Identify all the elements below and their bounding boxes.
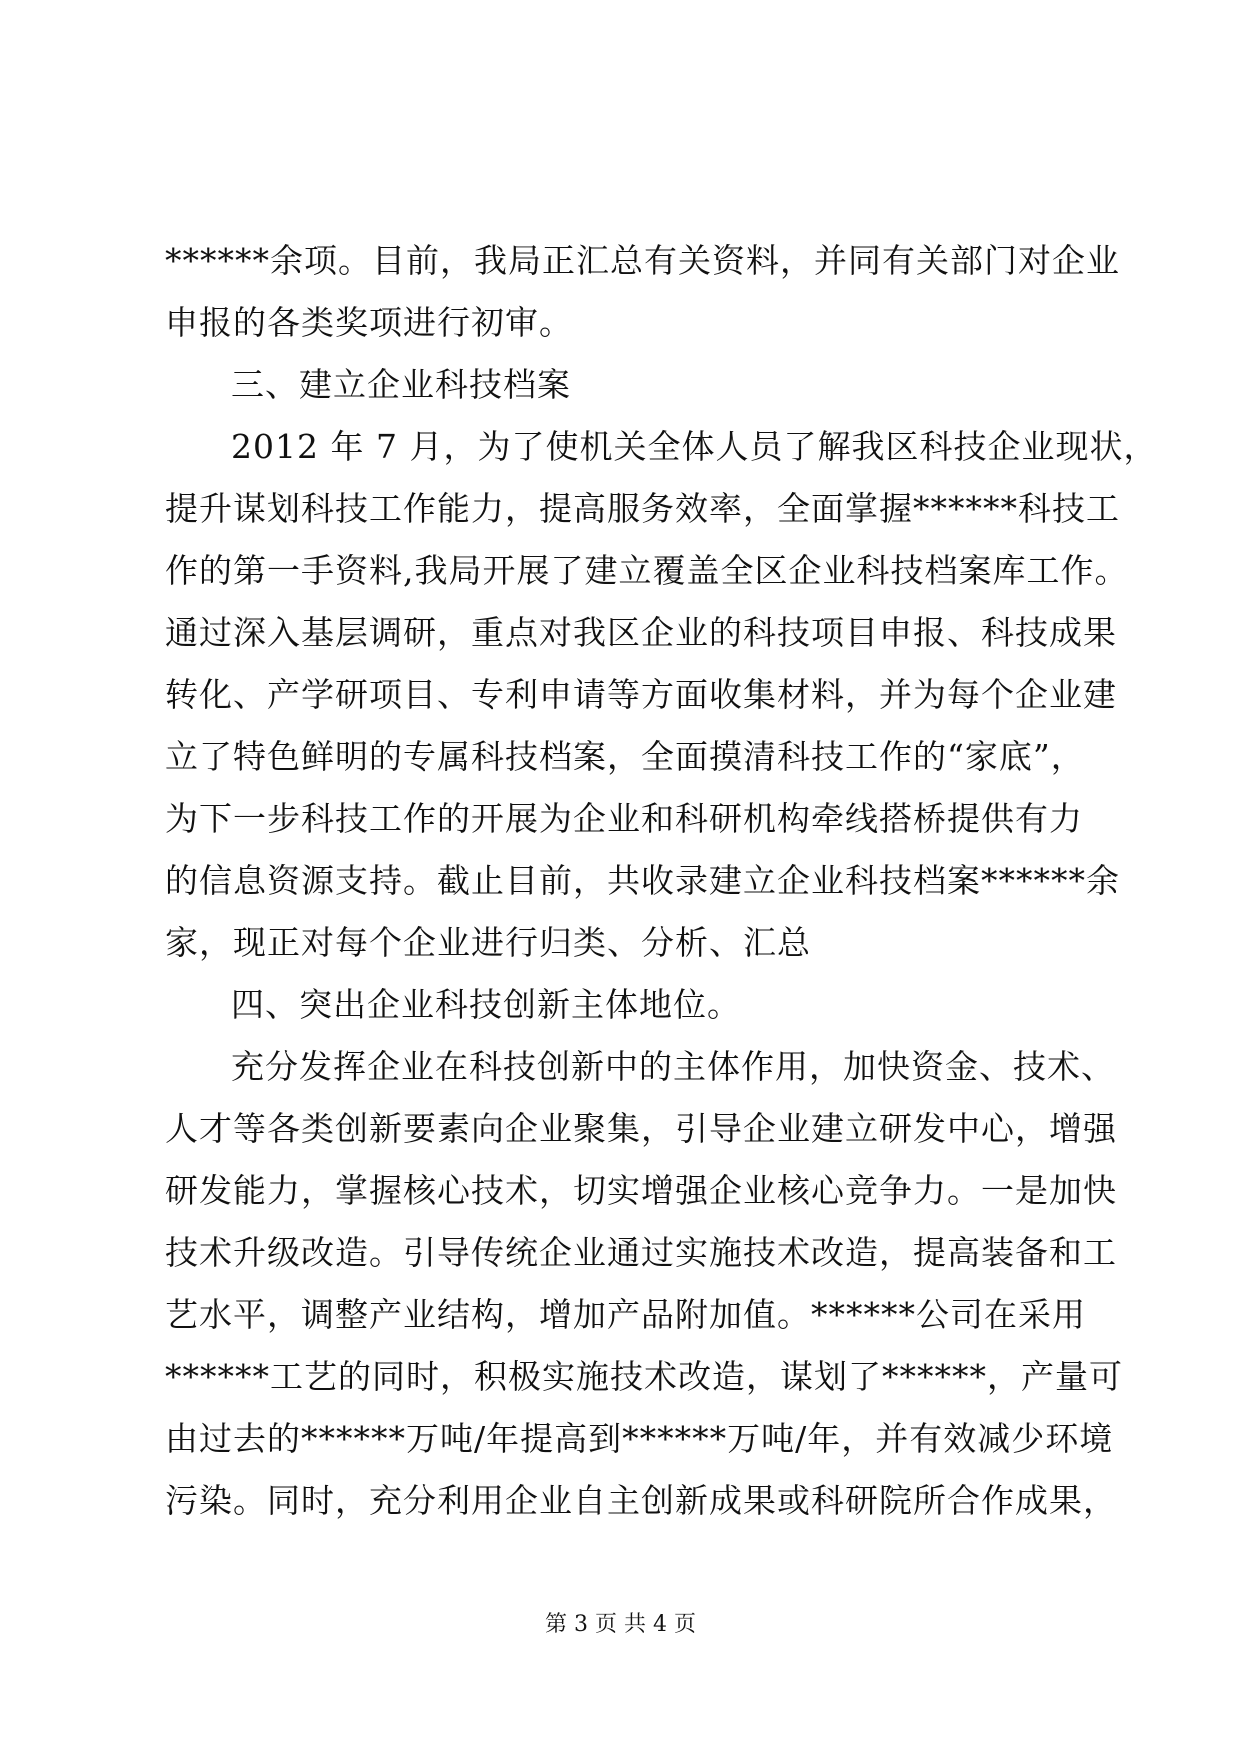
- text-line: 家，现正对每个企业进行归类、分析、汇总: [165, 923, 811, 962]
- text-line: 艺水平，调整产业结构，增加产品附加值。******公司在采用: [165, 1295, 1086, 1334]
- text-line: 立了特色鲜明的专属科技档案，全面摸清科技工作的“家底”，: [165, 737, 1085, 776]
- text-line: ******余项。目前，我局正汇总有关资料，并同有关部门对企业: [165, 241, 1120, 280]
- text-line: 的信息资源支持。截止目前，共收录建立企业科技档案******余: [165, 861, 1120, 900]
- text-line: 为下一步科技工作的开展为企业和科研机构牵线搭桥提供有力: [165, 799, 1083, 838]
- text-line: 技术升级改造。引导传统企业通过实施技术改造，提高装备和工: [165, 1233, 1117, 1272]
- body-text: [165, 230, 1158, 1532]
- text-line: 污染。同时，充分利用企业自主创新成果或科研院所合作成果，: [165, 1481, 1117, 1520]
- section-heading: 三、建立企业科技档案: [231, 365, 571, 404]
- text-line: 充分发挥企业在科技创新中的主体作用，加快资金、技术、: [231, 1047, 1115, 1086]
- text-line: 转化、产学研项目、专利申请等方面收集材料，并为每个企业建: [165, 675, 1117, 714]
- text-line: 人才等各类创新要素向企业聚集，引导企业建立研发中心，增强: [165, 1109, 1117, 1148]
- text-line: 通过深入基层调研，重点对我区企业的科技项目申报、科技成果: [165, 613, 1117, 652]
- text-line: 2012 年 7 月，为了使机关全体人员了解我区科技企业现状，: [231, 427, 1158, 466]
- text-line: 研发能力，掌握核心技术，切实增强企业核心竞争力。一是加快: [165, 1171, 1117, 1210]
- text-line: 由过去的******万吨/年提高到******万吨/年，并有效减少环境: [165, 1419, 1114, 1458]
- text-line: 作的第一手资料,我局开展了建立覆盖全区企业科技档案库工作。: [165, 551, 1129, 590]
- text-line: 提升谋划科技工作能力，提高服务效率，全面掌握******科技工: [165, 489, 1120, 528]
- text-line: 申报的各类奖项进行初审。: [165, 303, 573, 342]
- text-line: ******工艺的同时，积极实施技术改造，谋划了******，产量可: [165, 1357, 1123, 1396]
- section-heading: 四、突出企业科技创新主体地位。: [231, 985, 741, 1024]
- page-number-footer: 第 3 页 共 4 页: [545, 1612, 696, 1637]
